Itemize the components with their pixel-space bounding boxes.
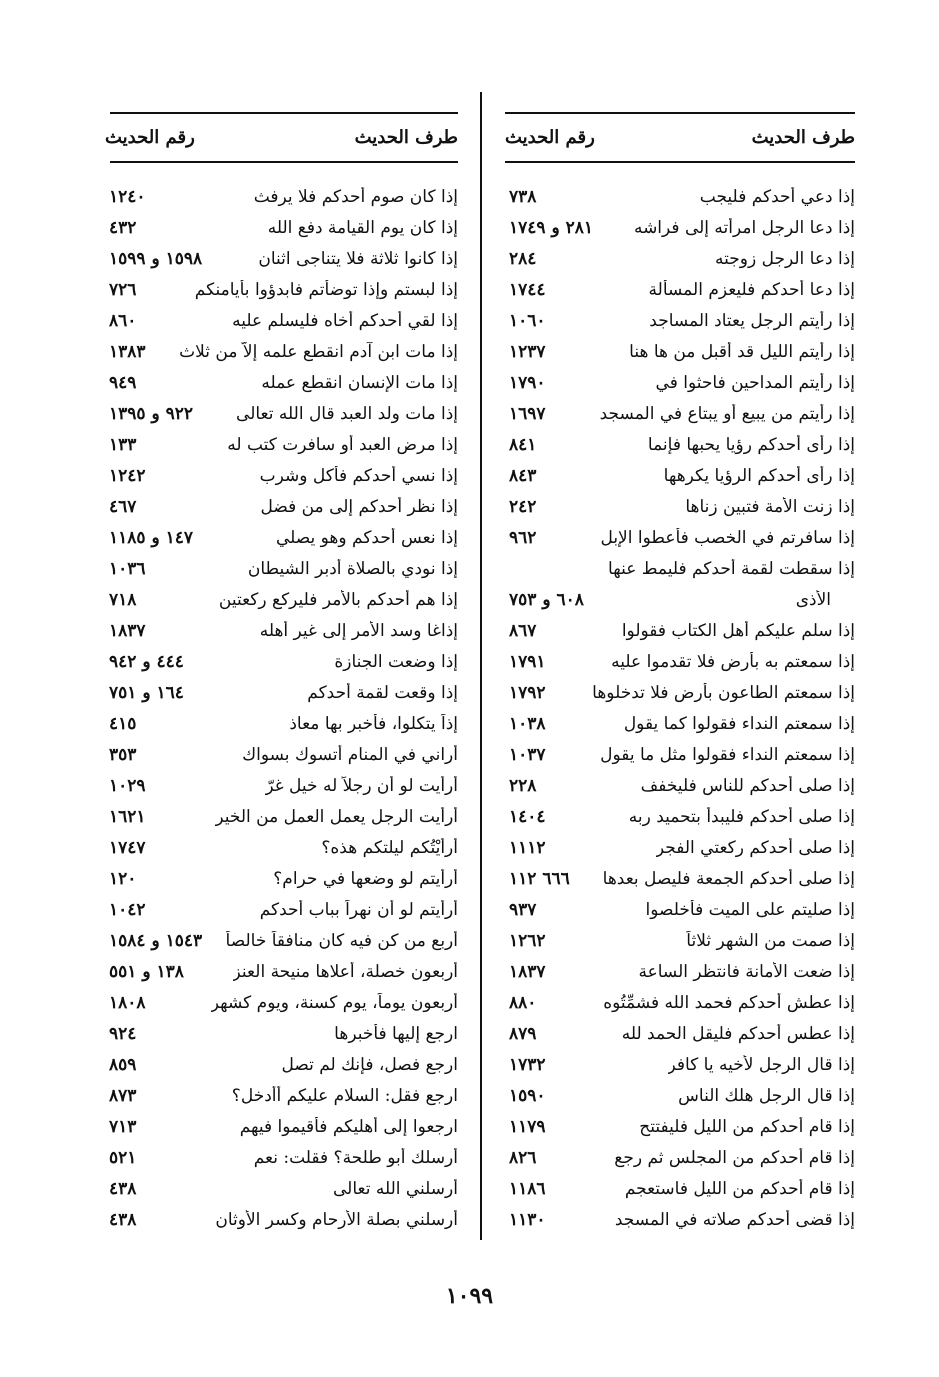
index-entry [505,553,855,584]
hadith-opening-text: إذا رأيتم الليل قد أقبل من ها هنا [629,341,855,362]
hadith-number: ٩٤٩ [109,372,137,393]
index-entry [505,336,855,367]
hadith-opening-text: إذا سمعتم به بأرض فلا تقدموا عليه [611,651,855,672]
hadith-opening-text: إذا نعس أحدكم وهو يصلي [275,527,458,548]
index-entry [105,305,458,336]
hadith-number: ١٠٣٦ [109,558,146,579]
index-entry [505,770,855,801]
hadith-opening-text: إذا سقطت لقمة أحدكم فليمط عنها [608,558,855,579]
index-entry [505,398,855,429]
hadith-opening-text: إذا هم أحدكم بالأمر فليركع ركعتين [218,589,458,610]
hadith-number: ٧٣٨ [509,186,537,207]
hadith-number: ٤٤٤ و ٩٤٢ [109,651,184,672]
hadith-opening-text: أرسلني بصلة الأرحام وكسر الأوثان [215,1209,458,1230]
hadith-opening-text: إذا رأى أحدكم الرؤيا يكرهها [663,465,855,486]
hadith-number: ٩٣٧ [509,899,537,920]
index-entry [105,863,458,894]
index-entry [105,181,458,212]
hadith-opening-text: أرسلك أبو طلحة؟ فقلت: نعم [253,1147,458,1168]
index-entry [105,336,458,367]
index-entry [505,739,855,770]
hadith-number: ١١٣٠ [509,1209,546,1230]
index-entry [105,1018,458,1049]
hadith-opening-text: أرأيت الرجل يعمل العمل من الخير [215,806,458,827]
hadith-number: ٤١٥ [109,713,137,734]
hadith-number: ١٦٩٧ [509,403,546,424]
hadith-opening-text: إذا سافرتم في الخصب فأعطوا الإبل [600,527,855,548]
hadith-opening-text: ارجع إليها فأخبرها [334,1023,458,1044]
hadith-opening-text: إذا صلى أحدكم الجمعة فليصل بعدها [602,868,855,889]
index-entry [505,801,855,832]
hadith-number: ١٠٣٨ [509,713,546,734]
index-entry [105,1142,458,1173]
index-entry [105,1204,458,1235]
hadith-opening-text: إذا ضعت الأمانة فانتظر الساعة [638,961,855,982]
hadith-opening-text: إذا مات ابن آدم انقطع علمه إلاّ من ثلاث [179,341,458,362]
right-column [505,115,855,1235]
hadith-opening-text: إذا نودي بالصلاة أدبر الشيطان [247,558,458,579]
index-entry [105,801,458,832]
index-entry [505,708,855,739]
hadith-opening-text: إذا قضى أحدكم صلاته في المسجد [614,1209,855,1230]
index-entry [105,925,458,956]
hadith-number: ٨٧٩ [509,1023,537,1044]
hadith-number: ١٥٤٣ و ١٥٨٤ [109,930,203,951]
hadith-number: ٩٢٢ و ١٣٩٥ [109,403,193,424]
hadith-number: ١٢٣٧ [509,341,546,362]
hadith-opening-text: إذا نسي أحدكم فأكل وشرب [259,465,458,486]
header-hadith-number: رقم الحديث [505,126,595,148]
index-entry [505,832,855,863]
hadith-number: ١٨٣٧ [109,620,146,641]
hadith-opening-text: الأذى [795,589,831,610]
top-rule-left [110,112,458,114]
index-entry [105,491,458,522]
hadith-number: ٤٣٨ [109,1209,137,1230]
right-column-header [505,115,855,159]
index-entry [505,429,855,460]
hadith-opening-text: إذا سمعتم الطاعون بأرض فلا تدخلوها [592,682,855,703]
hadith-number: ١٤٠٤ [509,806,546,827]
hadith-number: ١٧٩٢ [509,682,546,703]
hadith-opening-text: إذا مات ولد العبد قال الله تعالى [236,403,458,424]
hadith-number: ١٧٣٢ [509,1054,546,1075]
hadith-opening-text: إذا صمت من الشهر ثلاثاً [686,930,855,951]
hadith-opening-text: إذا صلى أحدكم ركعتي الفجر [655,837,855,858]
hadith-number: ٨٥٩ [109,1054,137,1075]
index-entry [105,739,458,770]
hadith-number: ٤٣٨ [109,1178,137,1199]
index-entry [505,522,855,553]
index-entry [105,646,458,677]
index-entry [105,429,458,460]
hadith-opening-text: أراني في المنام أتسوك بسواك [242,744,458,765]
hadith-number: ١٧٩١ [509,651,546,672]
hadith-number: ١٨٠٨ [109,992,146,1013]
hadith-number: ٩٢٤ [109,1023,137,1044]
hadith-opening-text: إذا كان صوم أحدكم فلا يرفث [253,186,458,207]
hadith-opening-text: أرسلني الله تعالى [332,1178,458,1199]
hadith-opening-text: إذا سمعتم النداء فقولوا مثل ما يقول [600,744,855,765]
hadith-number: ٢٨٤ [509,248,537,269]
index-entry [505,584,855,615]
index-entry [505,1049,855,1080]
index-entry [505,1080,855,1111]
hadith-number: ٧٢٦ [109,279,137,300]
hadith-number: ٨٢٦ [509,1147,537,1168]
hadith-number: ١٤٧ و ١١٨٥ [109,527,193,548]
index-entry [505,367,855,398]
index-entry [105,522,458,553]
header-hadith-text: طرف الحديث [751,126,855,148]
hadith-number: ٨٧٣ [109,1085,137,1106]
index-entry [505,243,855,274]
column-divider [480,92,482,1240]
index-entry [105,212,458,243]
index-entry [105,460,458,491]
hadith-number: ١٦٤ و ٧٥١ [109,682,184,703]
hadith-number: ٦٦٦ ١١٢ [509,868,570,889]
hadith-opening-text: إذا قال الرجل لأخيه يا كافر [667,1054,855,1075]
hadith-number: ٦٠٨ و ٧٥٣ [509,589,584,610]
index-entry [505,615,855,646]
index-entry [505,1142,855,1173]
hadith-opening-text: إذا مات الإنسان انقطع عمله [261,372,458,393]
index-entry [505,956,855,987]
index-entry [105,987,458,1018]
index-entry [505,863,855,894]
index-entry [505,1204,855,1235]
hadith-opening-text: إذا دعي أحدكم فليجب [699,186,855,207]
index-entry [505,677,855,708]
hadith-opening-text: إذا عطش أحدكم فحمد الله فشمِّتُوه [603,992,855,1013]
index-entry [105,584,458,615]
index-entry [505,491,855,522]
index-entry [505,212,855,243]
index-entry [105,1111,458,1142]
hadith-number: ١٧٩٠ [509,372,546,393]
index-entry [105,398,458,429]
index-entry [505,1018,855,1049]
hadith-opening-text: إذا عطس أحدكم فليقل الحمد لله [621,1023,855,1044]
right-index-list [505,159,855,1235]
hadith-number: ٣٥٣ [109,744,137,765]
hadith-opening-text: إذاغا وسد الأمر إلى غير أهله [259,620,458,641]
hadith-opening-text: إذا لقي أحدكم أخاه فليسلم عليه [232,310,458,331]
hadith-opening-text: أرأيت لو أن رجلاً له خيل غرّ [265,775,458,796]
hadith-number: ١٣٨ و ٥٥١ [109,961,184,982]
hadith-number: ١٧٤٧ [109,837,146,858]
hadith-opening-text: إذا سلم عليكم أهل الكتاب فقولوا [621,620,855,641]
index-entry [105,677,458,708]
hadith-opening-text: إذا قام أحدكم من الليل فليفتتح [639,1116,855,1137]
hadith-opening-text: ارجع فقل: السلام عليكم أأدخل؟ [231,1085,458,1106]
hadith-number: ٨٦٠ [109,310,137,331]
hadith-opening-text: ارجعوا إلى أهليكم فأقيموا فيهم [239,1116,458,1137]
index-entry [105,770,458,801]
hadith-opening-text: إذاً يتكلوا، فأخبر بها معاذ [289,713,458,734]
left-column [105,115,458,1235]
index-entry [505,894,855,925]
hadith-opening-text: إذا نظر أحدكم إلى من فضل [260,496,458,517]
hadith-opening-text: أربع من كن فيه كان منافقاً خالصاً [225,930,458,951]
hadith-opening-text: أربعون خصلة، أعلاها منيحة العنز [232,961,458,982]
hadith-opening-text: إذا دعا أحدكم فليعزم المسألة [648,279,855,300]
hadith-number: ٧١٣ [109,1116,137,1137]
hadith-opening-text: إذا رأيتم الرجل يعتاد المساجد [649,310,855,331]
hadith-number: ٢٢٨ [509,775,537,796]
index-entry [105,553,458,584]
index-entry [505,274,855,305]
index-entry [105,243,458,274]
hadith-number: ٨٦٧ [509,620,537,641]
hadith-number: ١٠٢٩ [109,775,146,796]
hadith-number: ١٥٩٠ [509,1085,546,1106]
index-entry [105,708,458,739]
hadith-opening-text: إذا وقعت لقمة أحدكم [307,682,458,703]
index-entry [505,181,855,212]
hadith-number: ٧١٨ [109,589,137,610]
hadith-number: ٨٤١ [509,434,537,455]
index-entry [505,305,855,336]
index-entry [505,460,855,491]
hadith-opening-text: ارجع فصل، فإنك لم تصل [281,1054,458,1075]
hadith-number: ١٥٩٨ و ١٥٩٩ [109,248,203,269]
hadith-number: ١٧٤٤ [509,279,546,300]
hadith-number: ١٢٤٢ [109,465,146,486]
hadith-opening-text: إذا قام أحدكم من المجلس ثم رجع [614,1147,855,1168]
hadith-opening-text: إذا صلى أحدكم للناس فليخفف [640,775,855,796]
hadith-number: ٤٣٢ [109,217,137,238]
top-rule-right [505,112,855,114]
hadith-opening-text: إذا رأيتم من يبيع أو يبتاع في المسجد [599,403,855,424]
hadith-opening-text: إذا صليتم على الميت فأخلصوا [645,899,855,920]
hadith-number: ١٠٣٧ [509,744,546,765]
hadith-opening-text: أرأيتم لو وضعها في حرام؟ [273,868,458,889]
index-entry [105,956,458,987]
index-entry [105,832,458,863]
hadith-opening-text: إذا كان يوم القيامة دفع الله [267,217,458,238]
hadith-number: ١٦٢١ [109,806,146,827]
hadith-opening-text: إذا زنت الأمة فتبين زناها [685,496,855,517]
hadith-opening-text: إذا لبستم وإذا توضأتم فابدؤوا بأيامنكم [194,279,458,300]
hadith-number: ١٢٠ [109,868,137,889]
hadith-number: ١٣٨٣ [109,341,146,362]
hadith-number: ٢٨١ و ١٧٤٩ [509,217,593,238]
hadith-opening-text: إذا سمعتم النداء فقولوا كما يقول [623,713,855,734]
hadith-number: ٤٦٧ [109,496,137,517]
hadith-number: ١٢٦٢ [509,930,546,951]
index-entry [105,1049,458,1080]
hadith-opening-text: إذا قام أحدكم من الليل فاستعجم [624,1178,855,1199]
index-entry [505,1111,855,1142]
index-entry [105,367,458,398]
hadith-number: ٨٤٣ [509,465,537,486]
index-entry [105,894,458,925]
hadith-opening-text: أرأيتم لو أن نهراً بباب أحدكم [259,899,458,920]
index-entry [505,925,855,956]
hadith-opening-text: إذا رأيتم المداحين فاحثوا في [655,372,855,393]
header-hadith-text: طرف الحديث [354,126,458,148]
hadith-number: ١١١٢ [509,837,546,858]
hadith-opening-text: إذا رأى أحدكم رؤيا يحبها فإنما [647,434,855,455]
index-entry [505,1173,855,1204]
index-entry [105,615,458,646]
hadith-number: ١٣٣ [109,434,137,455]
hadith-number: ١١٧٩ [509,1116,546,1137]
hadith-number: ٩٦٢ [509,527,537,548]
hadith-opening-text: أربعون يوماً، يوم كسنة، ويوم كشهر [210,992,458,1013]
hadith-opening-text: إذا مرض العبد أو سافرت كتب له [227,434,458,455]
hadith-number: ٢٤٢ [509,496,537,517]
page-number: ١٠٩٩ [445,1283,494,1309]
index-entry [105,1173,458,1204]
hadith-opening-text: إذا كانوا ثلاثة فلا يتناجى اثنان [258,248,458,269]
index-entry [505,987,855,1018]
hadith-opening-text: إذا وضعت الجنازة [334,651,458,672]
hadith-opening-text: إذا دعا الرجل امرأته إلى فراشه [633,217,855,238]
header-hadith-number: رقم الحديث [105,126,195,148]
hadith-number: ١٠٦٠ [509,310,546,331]
hadith-number: ١٠٤٢ [109,899,146,920]
left-index-list [105,159,458,1235]
index-entry [105,274,458,305]
index-entry [105,1080,458,1111]
hadith-opening-text: إذا صلى أحدكم فليبدأ بتحميد ربه [628,806,855,827]
hadith-number: ١١٨٦ [509,1178,546,1199]
hadith-number: ١٢٤٠ [109,186,146,207]
hadith-opening-text: أرأيْتُكم ليلتكم هذه؟ [321,837,458,858]
hadith-number: ٨٨٠ [509,992,537,1013]
hadith-number: ١٨٣٧ [509,961,546,982]
hadith-opening-text: إذا قال الرجل هلك الناس [678,1085,855,1106]
hadith-number: ٥٢١ [109,1147,137,1168]
left-column-header [105,115,458,159]
index-entry [505,646,855,677]
hadith-opening-text: إذا دعا الرجل زوجته [715,248,855,269]
